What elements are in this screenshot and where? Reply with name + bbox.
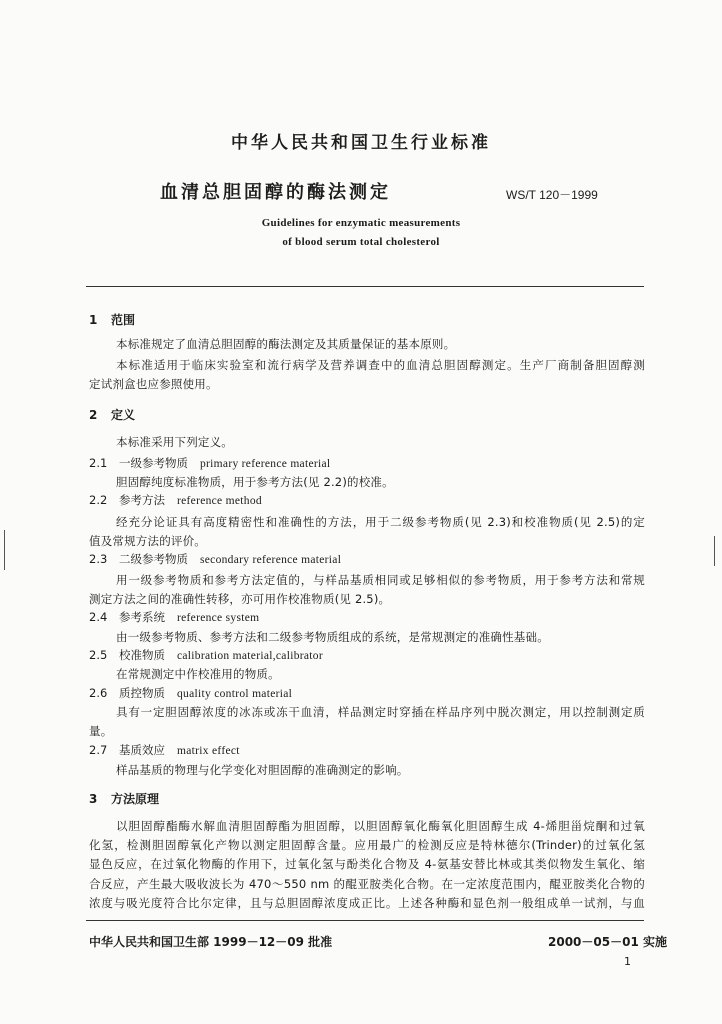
definition-2-5-heading bbox=[89, 647, 323, 663]
clause-number: 2.7 bbox=[89, 743, 108, 757]
section-3-heading bbox=[89, 790, 159, 807]
section-number: 3 bbox=[89, 792, 98, 806]
clause-number: 2.4 bbox=[89, 610, 108, 624]
footer-divider bbox=[86, 920, 644, 921]
definition-2-3-heading bbox=[89, 551, 341, 567]
section-title: 范围 bbox=[111, 313, 136, 327]
scan-mark-right bbox=[714, 536, 715, 566]
definition-text: 由一级参考物质、参考方法和二级参考物质组成的系统，是常规测定的准确性基础。 bbox=[116, 630, 549, 644]
definition-text: 用一级参考物质和参考方法定值的，与样品基质相同或足够相似的参考物质，用于参考方法和常规 bbox=[116, 573, 645, 587]
term-zh: 参考方法 bbox=[119, 493, 165, 507]
clause-number: 2.1 bbox=[89, 456, 108, 470]
scan-mark-left bbox=[4, 530, 5, 570]
clause-number: 2.5 bbox=[89, 648, 108, 662]
term-en: reference method bbox=[177, 495, 262, 507]
english-title-line-2: of blood serum total cholesterol bbox=[282, 236, 440, 248]
document-title: 血清总胆固醇的酶法测定 bbox=[160, 182, 391, 203]
clause-number: 2.6 bbox=[89, 686, 108, 700]
definition-text: 值及常规方法的评价。 bbox=[89, 534, 206, 548]
paragraph-line: 以胆固醇酯酶水解血清胆固醇酯为胆固醇，以胆固醇氧化酶氧化胆固醇生成 4-烯胆甾烷酮和过氧 bbox=[116, 819, 645, 833]
term-zh: 校准物质 bbox=[119, 648, 165, 662]
term-en: secondary reference material bbox=[200, 554, 342, 566]
effective-date: 2000－05－01 实施 bbox=[548, 935, 667, 949]
definition-text: 测定方法之间的准确性转移，亦可用作校准物质(见 2.5)。 bbox=[89, 592, 391, 606]
definition-2-1-heading bbox=[89, 455, 330, 471]
definition-2-6-heading bbox=[89, 685, 292, 701]
term-zh: 基质效应 bbox=[119, 743, 165, 757]
section-title: 定义 bbox=[111, 408, 136, 422]
section-number: 1 bbox=[89, 313, 98, 327]
header-divider bbox=[86, 286, 644, 287]
term-en: matrix effect bbox=[177, 745, 240, 757]
definition-text: 量。 bbox=[89, 724, 113, 738]
english-title-line-1: Guidelines for enzymatic measurements bbox=[261, 217, 461, 229]
section-1-heading bbox=[89, 311, 135, 328]
standard-number: WS/T 120－1999 bbox=[506, 188, 598, 202]
paragraph: 本标准采用下列定义。 bbox=[116, 435, 233, 449]
term-zh: 二级参考物质 bbox=[119, 552, 188, 566]
page-number: 1 bbox=[624, 955, 631, 968]
term-en: quality control material bbox=[177, 688, 293, 700]
paragraph: 本标准规定了血清总胆固醇的酶法测定及其质量保证的基本原则。 bbox=[116, 337, 456, 351]
definition-text: 具有一定胆固醇浓度的冰冻或冻干血清，样品测定时穿插在样品序列中脱次测定，用以控制测定质 bbox=[116, 705, 645, 719]
paragraph: 定试剂盒也应参照使用。 bbox=[89, 377, 218, 391]
section-number: 2 bbox=[89, 408, 98, 422]
term-en: calibration material,calibrator bbox=[177, 650, 323, 662]
definition-2-7-heading bbox=[89, 742, 240, 758]
definition-text: 胆固醇纯度标准物质，用于参考方法(见 2.2)的校准。 bbox=[116, 475, 394, 489]
section-2-heading bbox=[89, 406, 135, 423]
paragraph-line: 合反应，产生最大吸收波长为 470～550 nm 的醌亚胺类化合物。在一定浓度范围内，醌亚胺类化合物的 bbox=[89, 877, 645, 891]
term-zh: 一级参考物质 bbox=[119, 456, 188, 470]
paragraph: 本标准适用于临床实验室和流行病学及营养调查中的血清总胆固醇测定。生产厂商制备胆固醇测 bbox=[116, 358, 645, 372]
term-en: reference system bbox=[177, 612, 260, 624]
term-zh: 参考系统 bbox=[119, 610, 165, 624]
clause-number: 2.3 bbox=[89, 552, 108, 566]
section-title: 方法原理 bbox=[111, 792, 160, 806]
term-en: primary reference material bbox=[200, 458, 331, 470]
paragraph-line: 显色反应，在过氧化物酶的作用下，过氧化氢与酚类化合物及 4-氨基安替比林或其类似物发生氧化、缩 bbox=[89, 857, 645, 871]
clause-number: 2.2 bbox=[89, 493, 108, 507]
definition-text: 经充分论证具有高度精密性和准确性的方法，用于二级参考物质(见 2.3)和校准物质(见 2.5)的定 bbox=[116, 515, 645, 529]
standard-category: 中华人民共和国卫生行业标准 bbox=[231, 133, 491, 153]
paragraph-line: 化氢，检测胆固醇氧化产物以测定胆固醇含量。应用最广的检测反应是特林德尔(Trinder)的过氧化氢 bbox=[89, 838, 645, 852]
paragraph-line: 浓度与吸光度符合比尔定律，且与总胆固醇浓度成正比。上述各种酶和显色剂一般组成单一试剂，与血 bbox=[89, 896, 645, 910]
definition-2-4-heading bbox=[89, 609, 259, 625]
definition-text: 样品基质的物理与化学变化对胆固醇的准确测定的影响。 bbox=[116, 763, 409, 777]
definition-text: 在常规测定中作校准用的物质。 bbox=[116, 667, 280, 681]
term-zh: 质控物质 bbox=[119, 686, 165, 700]
approval-line: 中华人民共和国卫生部 1999－12－09 批准 bbox=[89, 935, 333, 949]
definition-2-2-heading bbox=[89, 492, 262, 508]
